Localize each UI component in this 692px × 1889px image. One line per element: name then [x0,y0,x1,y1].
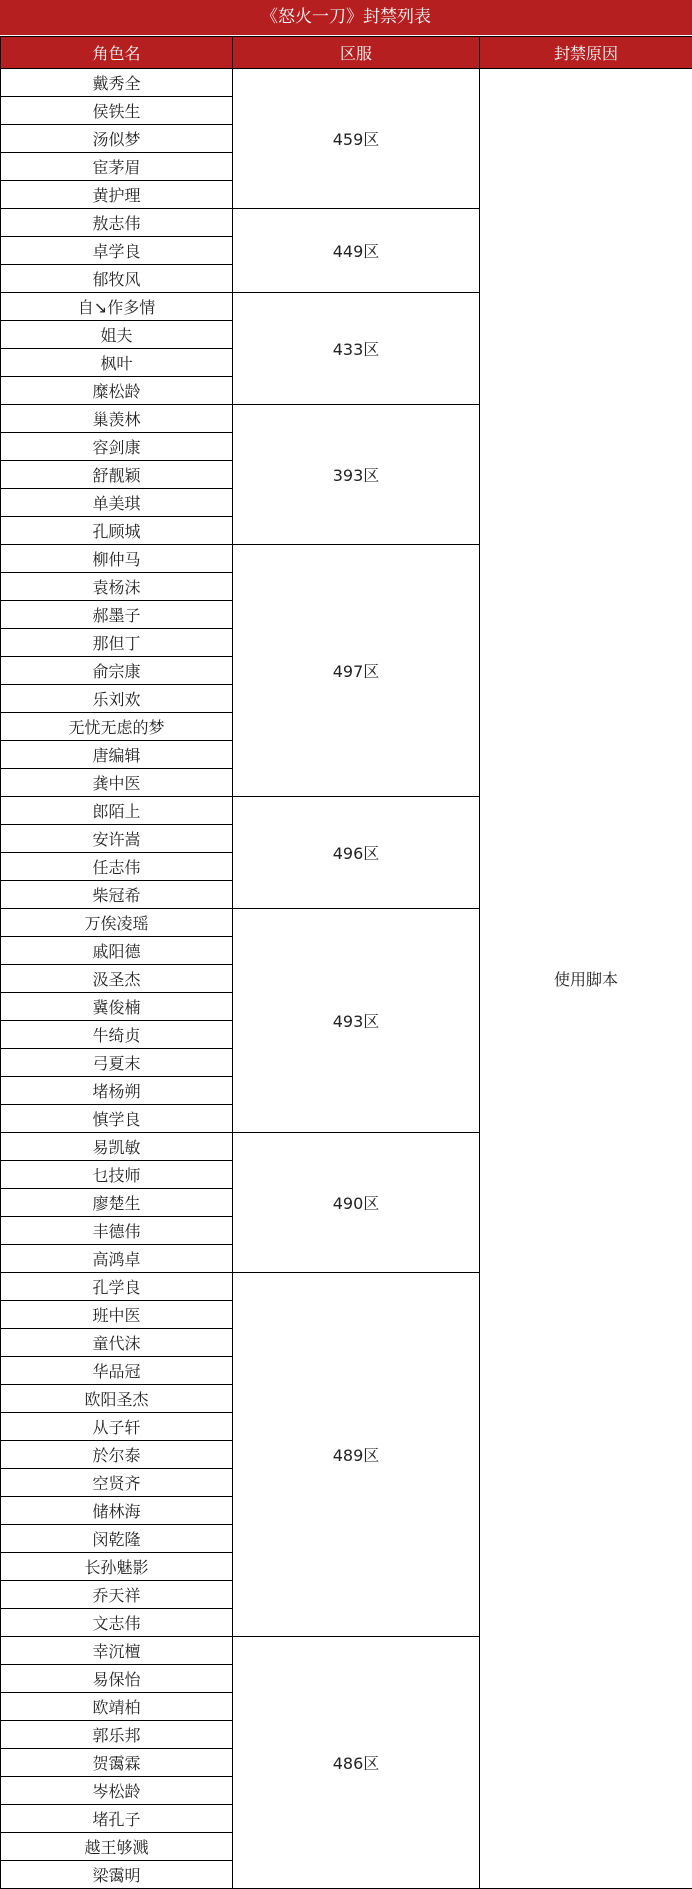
role-name-cell: 易凯敏 [1,1133,233,1161]
role-name-cell: 慎学良 [1,1105,233,1133]
role-name-cell: 姐夫 [1,321,233,349]
header-role-name: 角色名 [1,37,233,69]
role-name-cell: 高鸿卓 [1,1245,233,1273]
role-name-cell: 闵乾隆 [1,1525,233,1553]
role-name-cell: 郁牧风 [1,265,233,293]
role-name-cell: 唐编辑 [1,741,233,769]
role-name-cell: 乔天祥 [1,1581,233,1609]
role-name-cell: 冀俊楠 [1,993,233,1021]
role-name-cell: 万俟凌瑶 [1,909,233,937]
server-cell: 449区 [233,209,480,293]
role-name-cell: 郝墨子 [1,601,233,629]
server-cell: 486区 [233,1637,480,1889]
role-name-cell: 童代沫 [1,1329,233,1357]
role-name-cell: 贺霭霖 [1,1749,233,1777]
role-name-cell: 欧阳圣杰 [1,1385,233,1413]
role-name-cell: 乜技师 [1,1161,233,1189]
table-row [1,69,692,97]
role-name-cell: 无忧无虑的梦 [1,713,233,741]
server-cell: 496区 [233,797,480,909]
role-name-cell: 戴秀全 [1,69,233,97]
role-name-cell: 牛绮贞 [1,1021,233,1049]
role-name-cell: 长孙魅影 [1,1553,233,1581]
role-name-cell: 糜松龄 [1,377,233,405]
role-name-cell: 从子轩 [1,1413,233,1441]
role-name-cell: 巢羡林 [1,405,233,433]
ban-reason-cell: 使用脚本 [480,69,692,1889]
role-name-cell: 华品冠 [1,1357,233,1385]
role-name-cell: 郭乐邦 [1,1721,233,1749]
role-name-cell: 越王够溅 [1,1833,233,1861]
role-name-cell: 岑松龄 [1,1777,233,1805]
role-name-cell: 任志伟 [1,853,233,881]
role-name-cell: 自↘作多情 [1,293,233,321]
table-body [1,69,692,1889]
server-cell: 489区 [233,1273,480,1637]
role-name-cell: 袁杨沫 [1,573,233,601]
role-name-cell: 枫叶 [1,349,233,377]
server-cell: 490区 [233,1133,480,1273]
role-name-cell: 孔学良 [1,1273,233,1301]
page-title: 《怒火一刀》封禁列表 [0,0,692,36]
role-name-cell: 欧靖柏 [1,1693,233,1721]
role-name-cell: 梁霭明 [1,1861,233,1889]
server-cell: 459区 [233,69,480,209]
role-name-cell: 廖楚生 [1,1189,233,1217]
header-ban-reason: 封禁原因 [480,37,692,69]
role-name-cell: 单美琪 [1,489,233,517]
role-name-cell: 堵孔子 [1,1805,233,1833]
table-header-row [1,37,692,69]
role-name-cell: 俞宗康 [1,657,233,685]
header-server: 区服 [233,37,480,69]
role-name-cell: 容剑康 [1,433,233,461]
role-name-cell: 弓夏末 [1,1049,233,1077]
role-name-cell: 堵杨朔 [1,1077,233,1105]
role-name-cell: 黄护理 [1,181,233,209]
role-name-cell: 汤似梦 [1,125,233,153]
role-name-cell: 幸沉檀 [1,1637,233,1665]
role-name-cell: 空贤齐 [1,1469,233,1497]
role-name-cell: 卓学良 [1,237,233,265]
role-name-cell: 班中医 [1,1301,233,1329]
role-name-cell: 丰德伟 [1,1217,233,1245]
role-name-cell: 於尔泰 [1,1441,233,1469]
role-name-cell: 戚阳德 [1,937,233,965]
role-name-cell: 柴冠希 [1,881,233,909]
role-name-cell: 宦茅眉 [1,153,233,181]
role-name-cell: 郎陌上 [1,797,233,825]
server-cell: 433区 [233,293,480,405]
role-name-cell: 侯铁生 [1,97,233,125]
server-cell: 497区 [233,545,480,797]
role-name-cell: 那但丁 [1,629,233,657]
server-cell: 393区 [233,405,480,545]
role-name-cell: 文志伟 [1,1609,233,1637]
role-name-cell: 安许嵩 [1,825,233,853]
ban-table [0,36,692,1889]
role-name-cell: 储林海 [1,1497,233,1525]
server-cell: 493区 [233,909,480,1133]
role-name-cell: 易保怡 [1,1665,233,1693]
role-name-cell: 敖志伟 [1,209,233,237]
role-name-cell: 乐刘欢 [1,685,233,713]
role-name-cell: 孔顾城 [1,517,233,545]
role-name-cell: 汲圣杰 [1,965,233,993]
role-name-cell: 龚中医 [1,769,233,797]
role-name-cell: 舒靓颖 [1,461,233,489]
role-name-cell: 柳仲马 [1,545,233,573]
